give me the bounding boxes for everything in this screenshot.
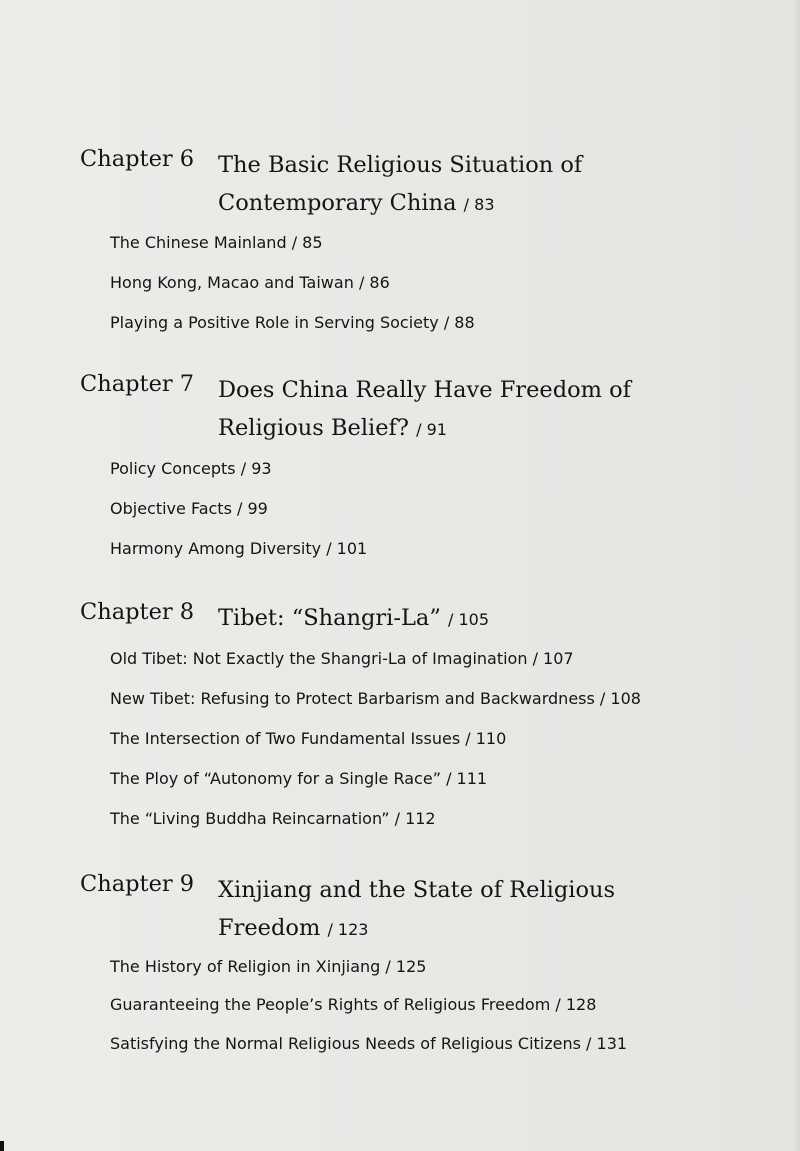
entry-page-number: / 85 bbox=[291, 233, 323, 252]
toc-entry bbox=[110, 313, 475, 332]
entry-text: The Ploy of “Autonomy for a Single Race” bbox=[110, 769, 441, 788]
entry-text: Harmony Among Diversity bbox=[110, 539, 322, 558]
toc-entry bbox=[110, 233, 323, 252]
chapter-title-line1: Tibet: “Shangri-La” bbox=[218, 605, 441, 631]
entry-page-number: / 108 bbox=[599, 689, 641, 708]
page-edge bbox=[794, 0, 800, 1151]
entry-page-number: / 88 bbox=[443, 313, 475, 332]
toc-entry bbox=[110, 499, 268, 518]
toc-entry bbox=[110, 459, 272, 478]
chapter-title bbox=[218, 371, 778, 449]
chapter-title-line1: The Basic Religious Situation of bbox=[218, 152, 583, 178]
chapter-label: Chapter 9 bbox=[80, 871, 195, 897]
entry-page-number: / 86 bbox=[358, 273, 390, 292]
entry-text: New Tibet: Refusing to Protect Barbarism and Backwardness bbox=[110, 689, 595, 708]
chapter-title-line1: Does China Really Have Freedom of bbox=[218, 377, 632, 403]
toc-entry bbox=[110, 957, 426, 976]
toc-entry bbox=[110, 273, 390, 292]
toc-entry bbox=[110, 689, 641, 708]
entry-text: Guaranteeing the People’s Rights of Religious Freedom bbox=[110, 995, 551, 1014]
chapter-page-number: / 123 bbox=[327, 920, 369, 939]
entry-page-number: / 128 bbox=[555, 995, 597, 1014]
entry-text: Old Tibet: Not Exactly the Shangri-La of Imagination bbox=[110, 649, 528, 668]
entry-text: The Chinese Mainland bbox=[110, 233, 287, 252]
entry-text: The “Living Buddha Reincarnation” bbox=[110, 809, 390, 828]
chapter-title-line2: Freedom bbox=[218, 915, 321, 941]
entry-text: Hong Kong, Macao and Taiwan bbox=[110, 273, 354, 292]
entry-text: The Intersection of Two Fundamental Issues bbox=[110, 729, 461, 748]
entry-page-number: / 107 bbox=[532, 649, 574, 668]
chapter-title bbox=[218, 146, 778, 224]
entry-page-number: / 125 bbox=[385, 957, 427, 976]
chapter-label: Chapter 8 bbox=[80, 599, 195, 625]
entry-text: The History of Religion in Xinjiang bbox=[110, 957, 381, 976]
entry-page-number: / 99 bbox=[237, 499, 268, 518]
chapter-title-line2: Contemporary China bbox=[218, 190, 457, 216]
chapter-label: Chapter 6 bbox=[80, 146, 195, 172]
chapter-page-number: / 105 bbox=[447, 610, 489, 629]
entry-text: Satisfying the Normal Religious Needs of Religious Citizens bbox=[110, 1034, 581, 1053]
toc-entry bbox=[110, 539, 367, 558]
toc-entry bbox=[110, 769, 487, 788]
scan-corner-mark bbox=[0, 1141, 4, 1151]
chapter-title-line1: Xinjiang and the State of Religious bbox=[218, 877, 616, 903]
entry-page-number: / 93 bbox=[240, 459, 272, 478]
chapter-title bbox=[218, 871, 778, 949]
entry-text: Playing a Positive Role in Serving Society bbox=[110, 313, 439, 332]
entry-page-number: / 131 bbox=[586, 1034, 628, 1053]
chapter-page-number: / 83 bbox=[463, 195, 495, 214]
entry-page-number: / 101 bbox=[326, 539, 368, 558]
entry-text: Policy Concepts bbox=[110, 459, 236, 478]
chapter-title bbox=[218, 599, 778, 639]
entry-page-number: / 112 bbox=[394, 809, 436, 828]
chapter-label: Chapter 7 bbox=[80, 371, 195, 397]
entry-page-number: / 110 bbox=[465, 729, 507, 748]
entry-page-number: / 111 bbox=[446, 769, 488, 788]
toc-entry bbox=[110, 1034, 627, 1053]
chapter-page-number: / 91 bbox=[416, 420, 447, 439]
chapter-title-line2: Religious Belief? bbox=[218, 415, 409, 441]
toc-entry bbox=[110, 995, 596, 1014]
toc-entry bbox=[110, 809, 436, 828]
entry-text: Objective Facts bbox=[110, 499, 232, 518]
toc-entry bbox=[110, 649, 574, 668]
toc-entry bbox=[110, 729, 506, 748]
